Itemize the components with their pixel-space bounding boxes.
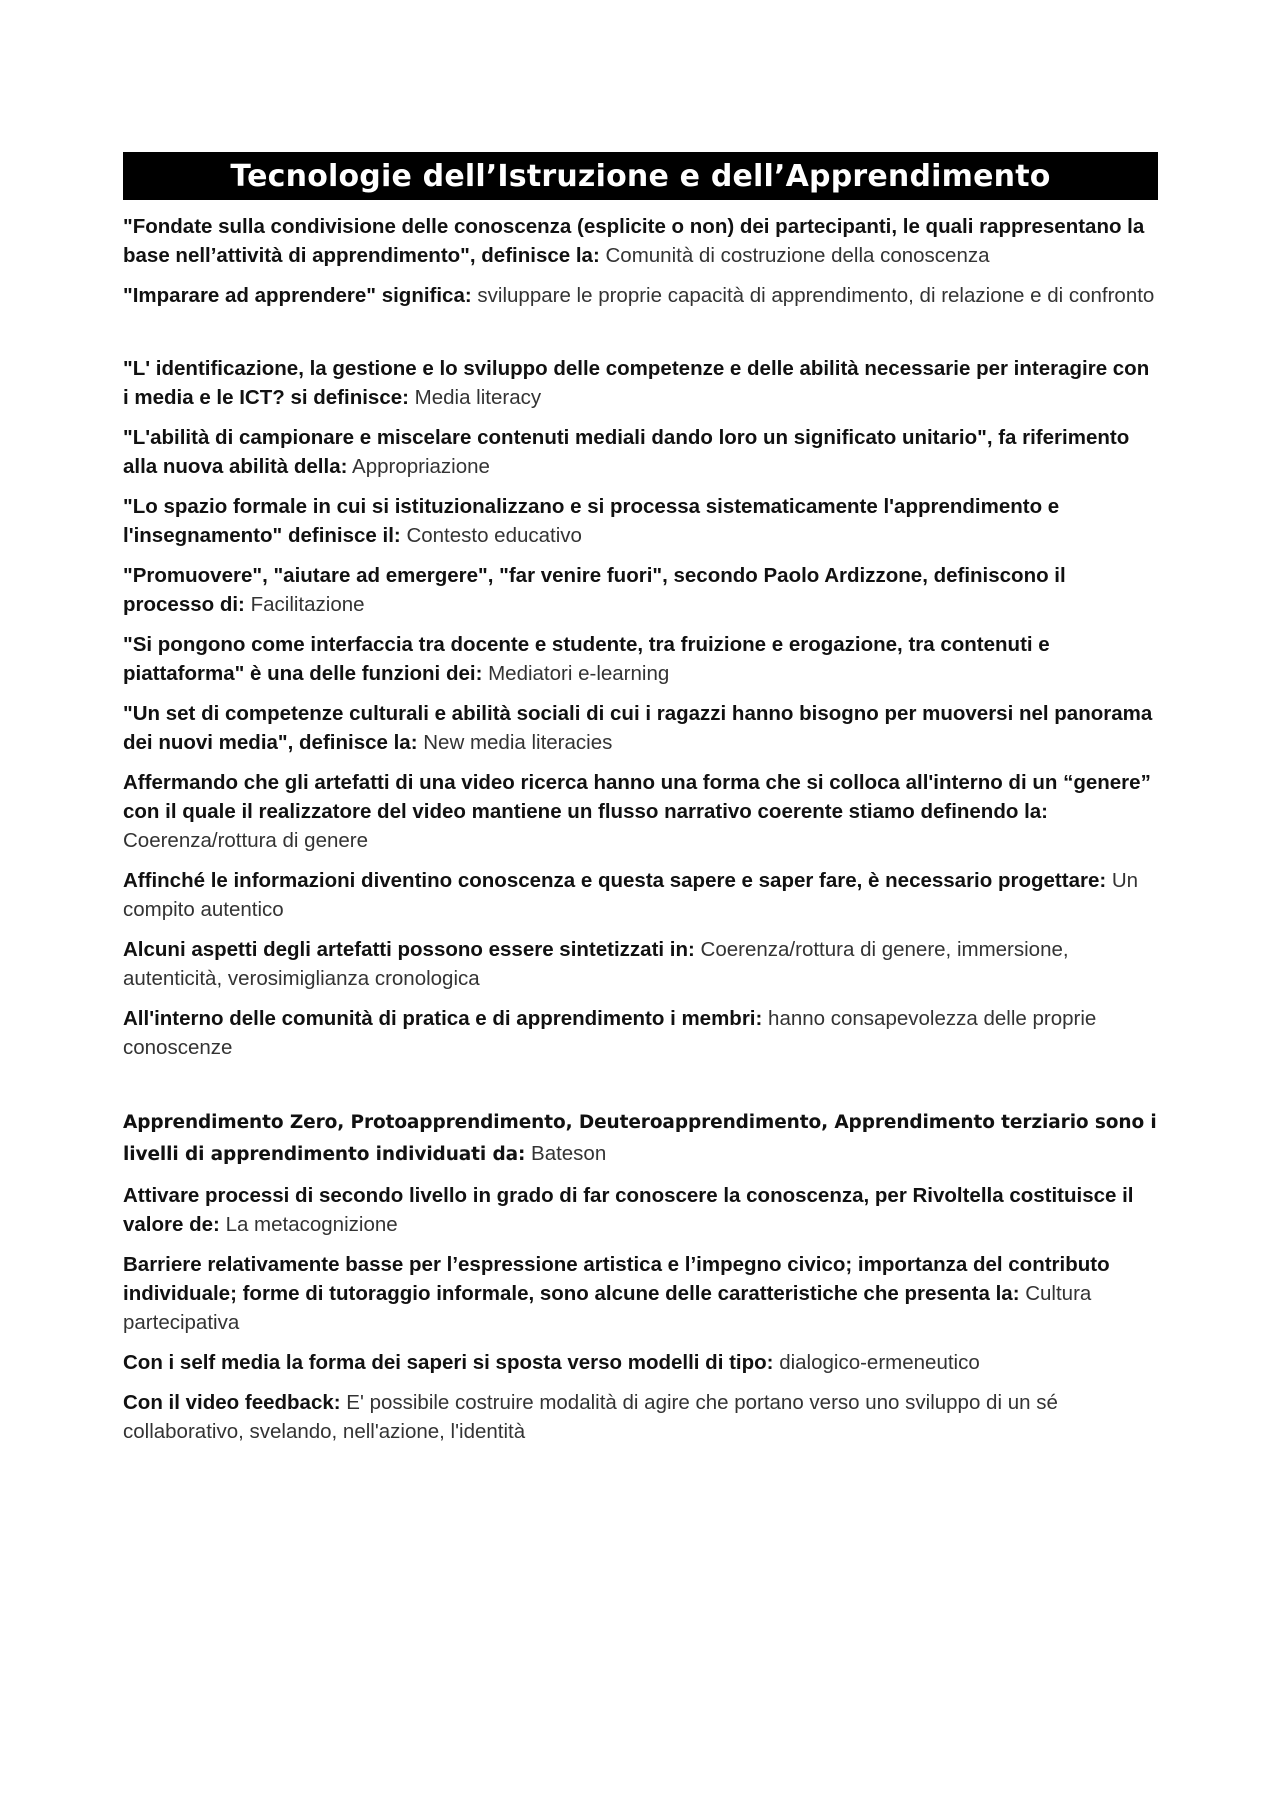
qa-entry: [123, 1181, 1158, 1239]
qa-entry: [123, 492, 1158, 550]
question-text: "Imparare ad apprendere" significa:: [123, 284, 472, 307]
qa-entry: [123, 354, 1158, 412]
question-text: Affermando che gli artefatti di una video ricerca hanno una forma che si colloca all'interno di un “genere” con il quale il realizzatore del video mantiene un flusso narrativo coerente stiamo definendo la:: [123, 771, 1151, 823]
question-text: Barriere relativamente basse per l’espressione artistica e l’impegno civico; importanza del contributo individuale; forme di tutoraggio informale, sono alcune delle caratteristiche che presenta la:: [123, 1253, 1110, 1305]
answer-text: hanno consapevolezza delle proprie conoscenze: [123, 1007, 1097, 1059]
answer-text: Coerenza/rottura di genere: [123, 829, 369, 852]
question-text: "Fondate sulla condivisione delle conoscenza (esplicite o non) dei partecipanti, le quali rappresentano la base nell’attività di apprendimento", definisce la:: [123, 215, 1145, 267]
answer-text: Coerenza/rottura di genere, immersione, autenticità, verosimiglianza cronologica: [123, 938, 1069, 990]
question-text: "Promuovere", "aiutare ad emergere", "far venire fuori", secondo Paolo Ardizzone, definiscono il processo di:: [123, 564, 1066, 616]
question-text: Con i self media la forma dei saperi si sposta verso modelli di tipo:: [123, 1351, 774, 1374]
answer-text: dialogico-ermeneutico: [779, 1351, 980, 1374]
question-text: Attivare processi di secondo livello in grado di far conoscere la conoscenza, per Rivoltella costituisce il valore de:: [123, 1184, 1134, 1236]
qa-entry: [123, 1388, 1158, 1446]
answer-text: Un compito autentico: [123, 869, 1139, 921]
qa-entry: [123, 1348, 1158, 1377]
answer-text: New media literacies: [423, 731, 613, 754]
qa-entry: [123, 1250, 1158, 1337]
question-text: Affinché le informazioni diventino conoscenza e questa sapere e saper fare, è necessario progettare:: [123, 869, 1107, 892]
answer-text: E' possibile costruire modalità di agire che portano verso uno sviluppo di un sé collaborativo, svelando, nell'azione, l'identità: [123, 1391, 1058, 1443]
question-text: "Lo spazio formale in cui si istituzionalizzano e si processa sistematicamente l'apprendimento e l'insegnamento" definisce il:: [123, 495, 1060, 547]
qa-entry: [123, 212, 1158, 270]
answer-text: Facilitazione: [250, 593, 365, 616]
question-text: All'interno delle comunità di pratica e di apprendimento i membri:: [123, 1007, 763, 1030]
qa-entry: [123, 935, 1158, 993]
answer-text: Contesto educativo: [406, 524, 582, 547]
answer-text: Cultura partecipativa: [123, 1282, 1092, 1334]
question-text: "L' identificazione, la gestione e lo sviluppo delle competenze e delle abilità necessarie per interagire con i media e le ICT? si definisce:: [123, 357, 1150, 409]
answer-text: Bateson: [531, 1142, 607, 1165]
answer-text: Media literacy: [414, 386, 542, 409]
qa-entry: [123, 630, 1158, 688]
qa-entry: [123, 866, 1158, 924]
qa-entry: [123, 1004, 1158, 1062]
question-text: "L'abilità di campionare e miscelare contenuti mediali dando loro un significato unitario", fa riferimento alla nuova abilità della:: [123, 426, 1130, 478]
answer-text: La metacognizione: [225, 1213, 398, 1236]
qa-entry: [123, 768, 1158, 855]
qa-entry: [123, 699, 1158, 757]
question-text: Con il video feedback:: [123, 1391, 341, 1414]
answer-text: sviluppare le proprie capacità di apprendimento, di relazione e di confronto: [477, 284, 1155, 307]
document-page: [123, 152, 1158, 1457]
answer-text: Comunità di costruzione della conoscenza: [605, 244, 990, 267]
question-text: "Un set di competenze culturali e abilità sociali di cui i ragazzi hanno bisogno per muoversi nel panorama dei nuovi media", definisce la:: [123, 702, 1153, 754]
question-text: Alcuni aspetti degli artefatti possono essere sintetizzati in:: [123, 938, 695, 961]
qa-entry: [123, 561, 1158, 619]
qa-entry: [123, 423, 1158, 481]
question-text: Apprendimento Zero, Protoapprendimento, Deuteroapprendimento, Apprendimento terziario sono i livelli di apprendimento individuati da:: [123, 1112, 1157, 1165]
question-text: "Si pongono come interfaccia tra docente e studente, tra fruizione e erogazione, tra contenuti e piattaforma" è una delle funzioni dei:: [123, 633, 1050, 685]
qa-entry: [123, 281, 1158, 310]
answer-text: Mediatori e-learning: [488, 662, 670, 685]
qa-entry: [123, 1106, 1158, 1170]
answer-text: Appropriazione: [352, 455, 490, 478]
document-title: Tecnologie dell’Istruzione e dell’Apprendimento: [123, 152, 1158, 200]
